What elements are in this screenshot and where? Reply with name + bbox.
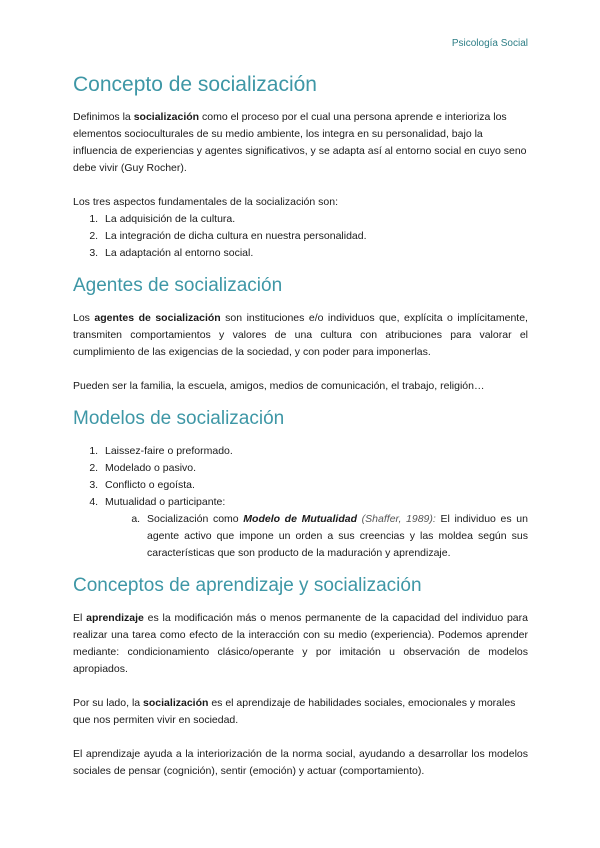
list-item: 2. Modelado o pasivo. [101, 460, 528, 477]
sub-list-item [143, 511, 528, 562]
text-run: Por su lado, la [73, 696, 144, 709]
aspects-list [73, 211, 528, 262]
paragraph-agents-examples: Pueden ser la familia, la escuela, amigos, medios de comunicación, el trabajo, religión… [73, 379, 485, 392]
text-run: El [73, 611, 87, 624]
sub-list [105, 511, 528, 562]
bold-term: agentes de socialización [94, 311, 221, 324]
citation: (Shaffer, 1989): [357, 512, 436, 525]
text-run: Definimos la [73, 111, 134, 124]
section-title-aprendizaje: Conceptos de aprendizaje y socialización [73, 574, 422, 596]
paragraph-aspects-intro: Los tres aspectos fundamentales de la socialización son: [73, 196, 338, 209]
list-item: 3. Conflicto o egoísta. [101, 477, 528, 494]
section-title-agentes: Agentes de socialización [73, 275, 283, 297]
paragraph-socialization [73, 695, 528, 729]
bold-italic-term: Modelo de Mutualidad [243, 512, 358, 525]
text-run: El individuo es un agente activo que impone un orden a sus creencias y las moldea según sus características que son producto de la maduración y aprendizaje. [147, 512, 528, 559]
text-run: Socialización como [147, 512, 244, 525]
section-title-concepto: Concepto de socialización [73, 73, 317, 96]
bold-term: aprendizaje [86, 611, 144, 624]
list-item: 1. Laissez-faire o preformado. [101, 443, 528, 460]
bold-term: socialización [133, 111, 200, 124]
paragraph-learning [73, 610, 528, 678]
text-run: como el proceso por el cual una persona aprende e interioriza los elementos socioculturales de su medio ambiente, los integra en su personalidad, bajo la influencia de experiencias y agentes significativos, y se adapta así al entorno social en cuyo seno debe vivir (Guy Rocher). [73, 111, 527, 175]
text-run: son instituciones e/o individuos que, explícita o implícitamente, transmiten comportamientos y valores de una cultura con atribuciones para valorar el cumplimiento de las exigencias de la sociedad, y con poder para imponerlas. [73, 311, 528, 358]
section-title-modelos: Modelos de socialización [73, 407, 285, 429]
running-header: Psicología Social [451, 38, 528, 49]
text-run: es la modificación más o menos permanente de la capacidad del individuo para realizar una tarea como efecto de la interacción con su medio (experiencia). Podemos aprender mediante: condicionamiento clásico/operante y por imitación u observación de modelos apropiados. [73, 611, 528, 675]
paragraph-agents [73, 310, 528, 361]
page-content [73, 68, 528, 780]
paragraph-norms: El aprendizaje ayuda a la interiorización de la norma social, ayudando a desarrollar los modelos sociales de pensar (cognición), sentir (emoción) y actuar (comportamiento). [73, 747, 528, 777]
text-run: es el aprendizaje de habilidades sociales, emocionales y morales que nos permiten vivir en sociedad. [73, 696, 516, 726]
paragraph-definition [73, 109, 528, 177]
text-run: Mutualidad o participante: [105, 495, 226, 508]
bold-term: socialización [143, 696, 209, 709]
text-run: Los [73, 311, 95, 324]
list-item: 3. La adaptación al entorno social. [101, 245, 528, 262]
list-item: 2. La integración de dicha cultura en nuestra personalidad. [101, 228, 528, 245]
models-list [73, 443, 528, 562]
list-item: 1. La adquisición de la cultura. [101, 211, 528, 228]
list-item [101, 494, 528, 562]
